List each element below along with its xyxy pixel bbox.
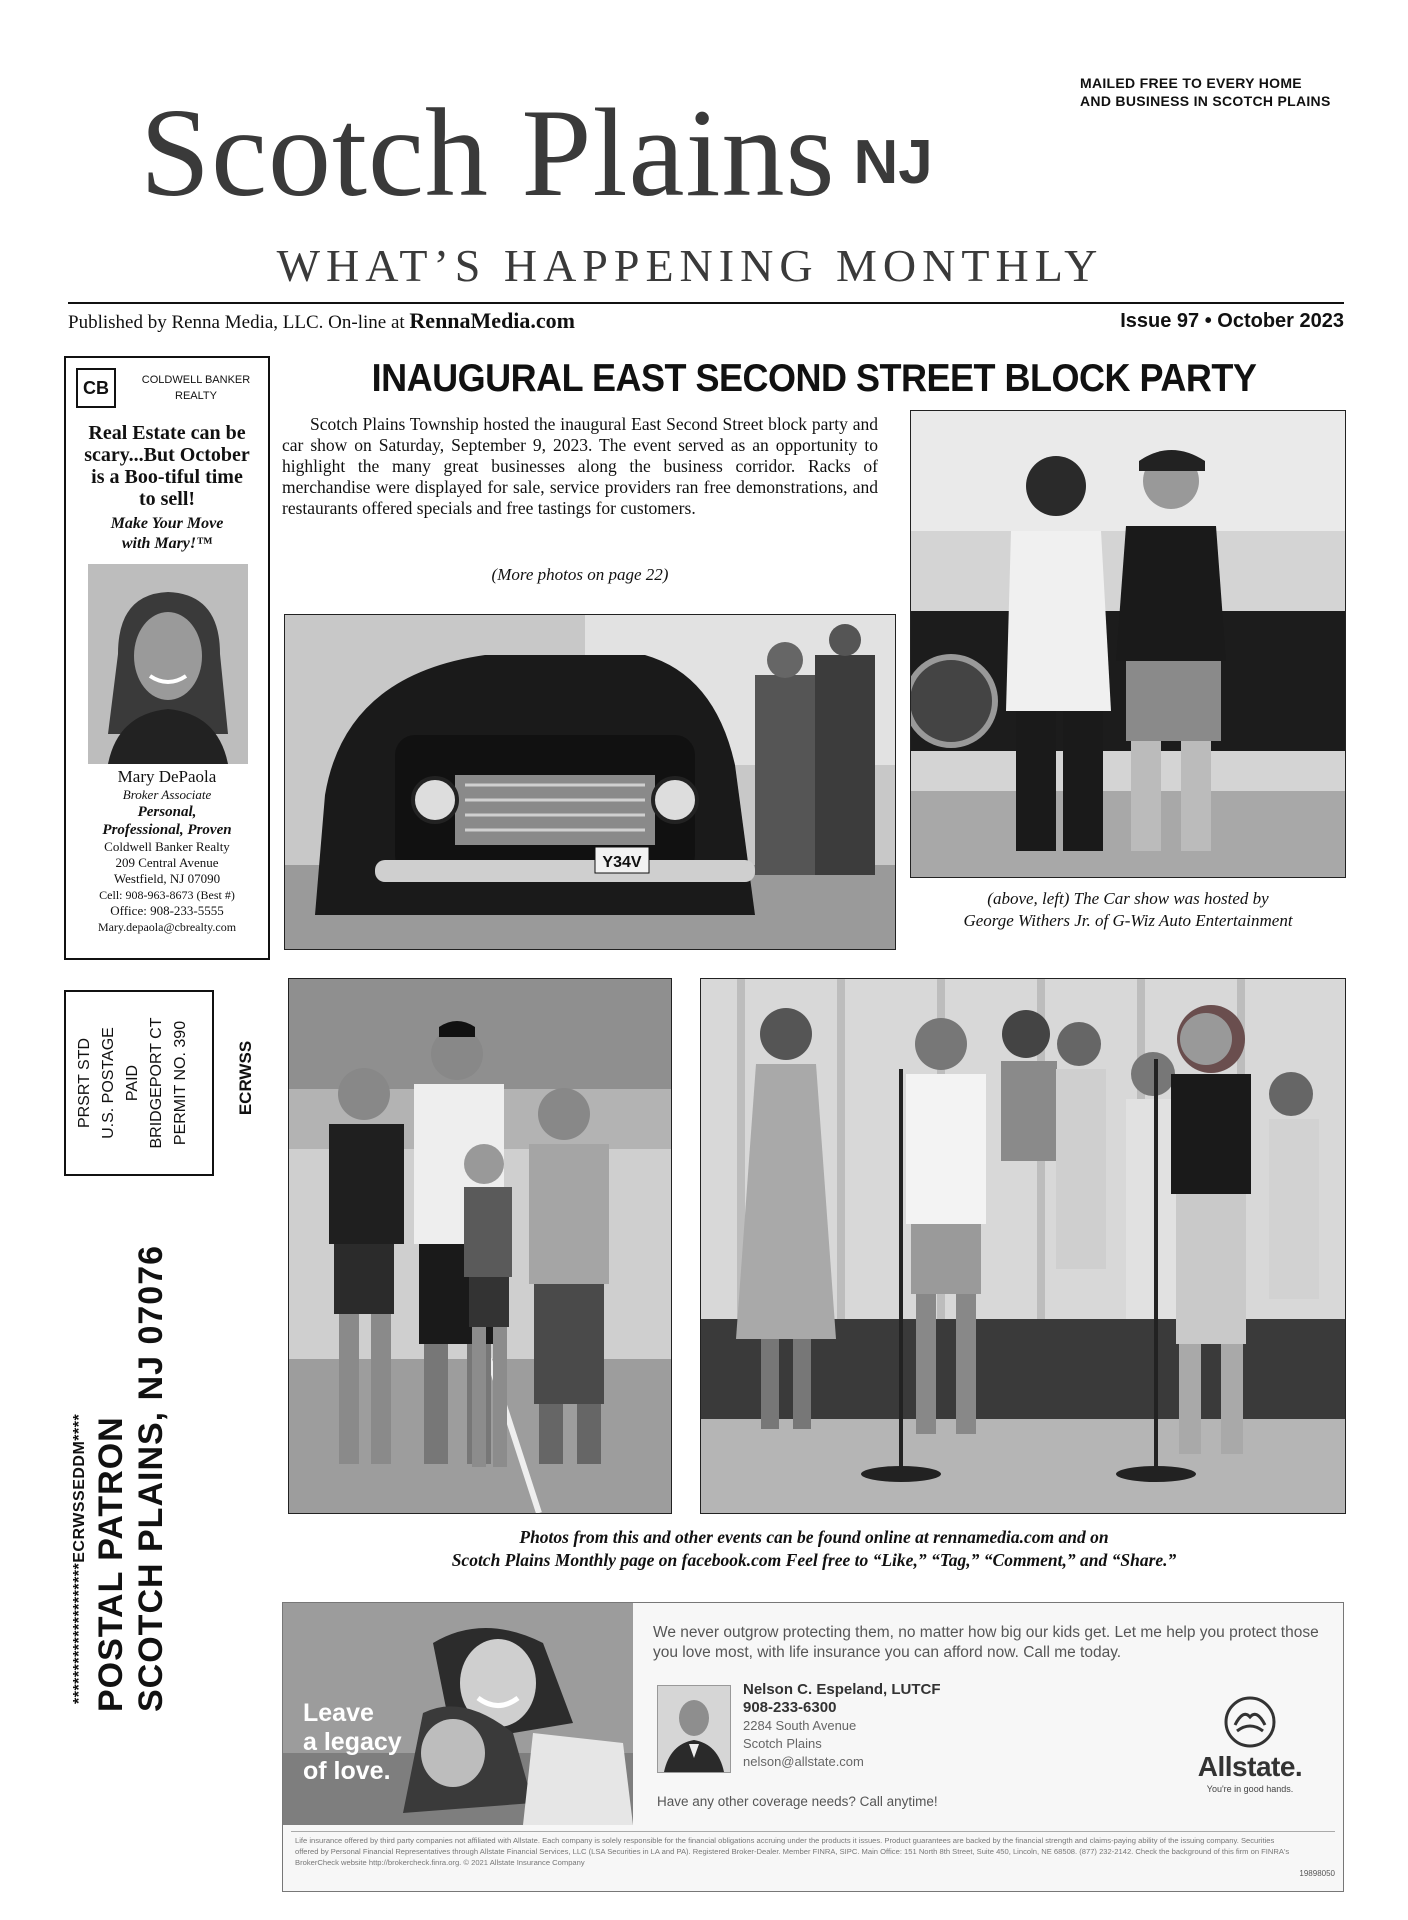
allstate-agent-email[interactable]: nelson@allstate.com (743, 1754, 864, 1769)
masthead-subtitle: WHAT’S HAPPENING MONTHLY (276, 240, 1104, 291)
leave-legacy (303, 1699, 453, 1786)
fineprint-rule (291, 1831, 1335, 1832)
mailing-barcode: *********************ECRWSSEDDM**** (71, 1413, 88, 1704)
allstate-agent-address-1: 2284 South Avenue (743, 1718, 857, 1733)
family-photo (288, 978, 672, 1514)
cb-brand-line2: REALTY (175, 390, 217, 402)
allstate-brand (1167, 1751, 1333, 1795)
car-photo (284, 614, 896, 950)
agent-slogan-1: Personal, (137, 804, 197, 820)
postage-line1: PRSRT STD (76, 1037, 93, 1129)
agent-address-1: 209 Central Avenue (115, 855, 219, 870)
other-coverage: Have any other coverage needs? Call anytime! (657, 1794, 938, 1809)
article-body: Scotch Plains Township hosted the inaugural East Second Street block party and car show on Saturday, September 9, 2023. The event served as an opportunity to highlight the many great businesses along the business corridor. Racks of merchandise were displayed for sale, service providers ran free demonstrations, and restaurants offered specials and free tastings for customers. (282, 414, 878, 518)
allstate-ad (282, 1602, 1344, 1892)
title-text: Scotch Plains (140, 84, 836, 223)
agent-slogan-2: Professional, Proven (102, 822, 232, 838)
mailed-free-line2: AND BUSINESS IN SCOTCH PLAINS (1080, 93, 1331, 109)
postage-line2: U.S. POSTAGE (100, 1027, 117, 1139)
ad-tagline-1: Make Your Move (110, 515, 224, 532)
masthead-rule (68, 302, 1344, 304)
title-state: NJ (853, 128, 933, 197)
mailed-free-line1: MAILED FREE TO EVERY HOME (1080, 75, 1302, 91)
ad-headline-3: is a Boo-tiful time (91, 466, 243, 488)
article-headline: INAUGURAL EAST SECOND STREET BLOCK PARTY (371, 355, 1257, 400)
postage-text (65, 993, 213, 1173)
allstate-agent-info (743, 1681, 1003, 1771)
photos-online-line2: Scotch Plains Monthly page on facebook.com Feel free to “Like,” “Tag,” “Comment,” and “Share.” (451, 1550, 1177, 1570)
agent-cell: Cell: 908-963-8673 (Best #) (99, 888, 235, 902)
ad-tagline-2: with Mary!™ (121, 535, 213, 552)
masthead-title (140, 84, 1220, 234)
leave-legacy-2: a legacy (303, 1728, 402, 1756)
published-line (68, 308, 575, 336)
published-prefix: Published by Renna Media, LLC. On-line at (68, 312, 410, 333)
agent-company: Coldwell Banker Realty (104, 839, 230, 854)
allstate-brand-name: Allstate. (1197, 1751, 1303, 1782)
cb-brand (126, 372, 266, 404)
leave-legacy-1: Leave (303, 1699, 374, 1727)
performers-photo (700, 978, 1346, 1514)
leave-legacy-3: of love. (303, 1757, 391, 1785)
photos-online-line1: Photos from this and other events can be found online at rennamedia.com and on (519, 1527, 1109, 1547)
photos-online-note (284, 1526, 1344, 1572)
license-plate: Y34V (602, 854, 642, 871)
cb-brand-line1: COLDWELL BANKER (141, 374, 251, 386)
hosts-photo (910, 410, 1346, 878)
hosts-caption (900, 888, 1356, 932)
allstate-pitch: We never outgrow protecting them, no matter how big our kids get. Let me help you protect those you love most, with life insurance you can afford now. Call me today. (653, 1624, 1319, 1661)
agent-role: Broker Associate (122, 787, 212, 802)
ecrwss-label: ECRWSS (236, 1040, 255, 1116)
ad-headline (68, 422, 266, 510)
agent-headshot (657, 1685, 731, 1773)
hosts-caption-2: George Withers Jr. of G-Wiz Auto Entertainment (963, 911, 1293, 930)
website-link[interactable]: RennaMedia.com (409, 308, 576, 333)
cb-logo-letters: CB (83, 378, 109, 398)
allstate-fineprint: Life insurance offered by third party companies not affiliated with Allstate. Each company is solely responsible for the financial obligations accruing under the products it issues. Product guarantees are backed by the financial strength and claims-paying ability of the issuing company. Securities offered by Personal Financial Representatives through Allstate Financial Services, LLC (LSA Securities in LA and PA). Registered Broker-Dealer. Member FINRA, SIPC. Main Office: 151 North 8th Street, Suite 450, Lincoln, NE 68508. (877) 232-2142. Check the background of this firm on FINRA's BrokerCheck website http://brokercheck.finra.org. © 2021 Allstate Insurance Company (295, 1836, 1290, 1867)
ad-headline-2: scary...But October (84, 444, 250, 466)
ad-headline-4: to sell! (138, 488, 196, 510)
cb-logo (76, 368, 116, 408)
ad-tagline (68, 514, 266, 554)
realtor-ad (64, 356, 270, 960)
allstate-agent-name: Nelson C. Espeland, LUTCF (743, 1681, 941, 1698)
agent-office: Office: 908-233-5555 (110, 903, 224, 918)
allstate-agent-phone: 908-233-6300 (743, 1699, 837, 1716)
mailing-line1: POSTAL PATRON (92, 1416, 130, 1712)
mailing-line2: SCOTCH PLAINS, NJ 07076 (132, 1244, 170, 1712)
agent-email[interactable]: Mary.depaola@cbrealty.com (97, 920, 237, 934)
allstate-hands-icon (1223, 1695, 1277, 1749)
postage-line4: BRIDGEPORT CT (148, 1017, 165, 1149)
allstate-ad-code: 19898050 (1299, 1869, 1335, 1878)
postage-line5: PERMIT NO. 390 (172, 1020, 189, 1146)
agent-portrait (88, 564, 248, 764)
more-photos-note: (More photos on page 22) (491, 565, 669, 584)
postage-line3: PAID (124, 1064, 141, 1102)
mailing-label (69, 1172, 201, 1712)
agent-address-2: Westfield, NJ 07090 (113, 871, 221, 886)
hosts-caption-1: (above, left) The Car show was hosted by (987, 889, 1269, 908)
agent-name: Mary DePaola (117, 767, 217, 786)
ad-headline-1: Real Estate can be (88, 422, 246, 444)
allstate-agent-address-2: Scotch Plains (743, 1736, 822, 1751)
allstate-brand-tagline: You're in good hands. (1206, 1784, 1294, 1794)
issue-info: Issue 97 • October 2023 (1120, 310, 1344, 332)
postage-indicia (64, 990, 214, 1176)
agent-info (68, 766, 266, 935)
